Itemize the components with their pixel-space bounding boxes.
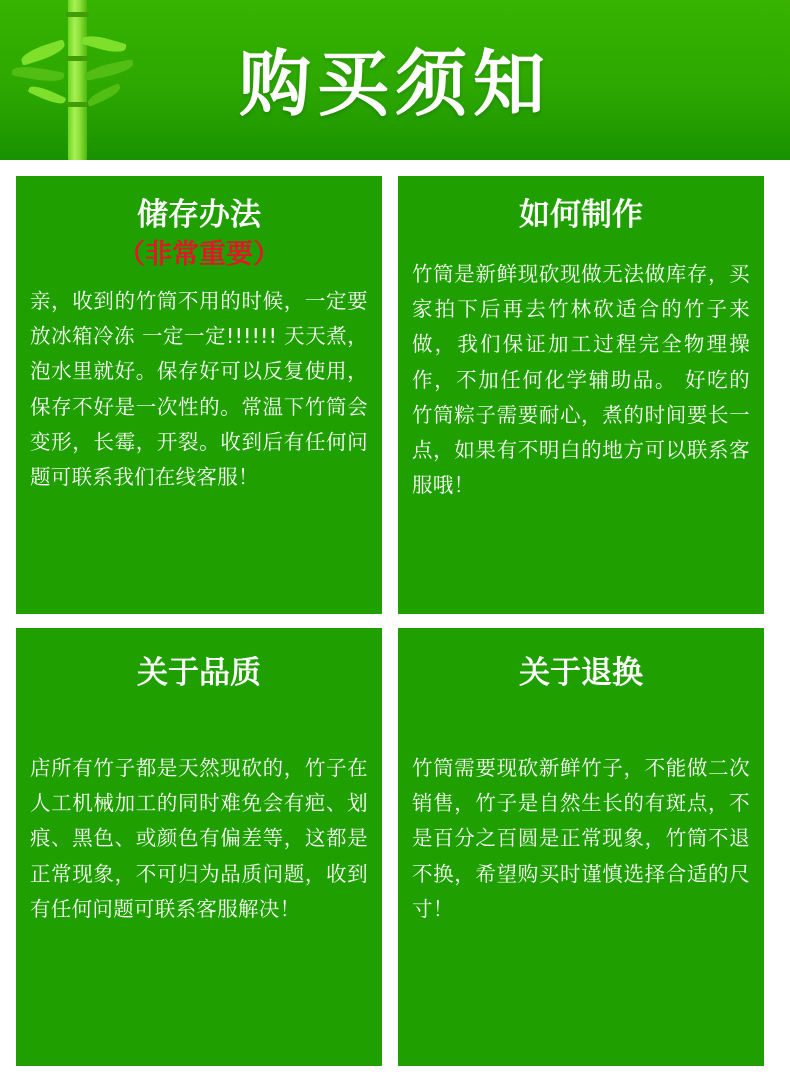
card-body-storage: 亲，收到的竹筒不用的时候，一定要放冰箱冷冻 一定一定!!!!!! 天天煮，泡水里就好。保存好可以反复使用，保存不好是一次性的。常温下竹筒会变形，长霉，开裂。收到后有任何问题可联系我们在线客服！ bbox=[30, 288, 368, 490]
notice-card-quality bbox=[16, 628, 382, 1066]
card-body-return: 竹筒需要现砍新鲜竹子，不能做二次销售，竹子是自然生长的有斑点，不是百分之百圆是正常现象，竹筒不退不换，希望购买时谨慎选择合适的尺寸！ bbox=[412, 755, 750, 921]
notice-card-grid bbox=[0, 160, 790, 1082]
notice-card-return bbox=[398, 628, 764, 1066]
card-title-make: 如何制作 bbox=[519, 197, 643, 233]
card-title-return: 关于退换 bbox=[519, 655, 643, 691]
card-title-storage: 储存办法 bbox=[137, 197, 261, 233]
card-body-make: 竹筒是新鲜现砍现做无法做库存，买家拍下后再去竹林砍适合的竹子来做，我们保证加工过程完全物理操作，不加任何化学辅助品。 好吃的竹筒粽子需要耐心，煮的时间要长一点，如果有不明白的地方可以联系客服哦！ bbox=[412, 261, 750, 498]
card-subtitle-storage: （非常重要） bbox=[118, 238, 280, 270]
notice-card-storage bbox=[16, 176, 382, 614]
page-title: 购买须知 bbox=[238, 42, 551, 126]
card-title-quality: 关于品质 bbox=[137, 655, 261, 691]
card-body-quality: 店所有竹子都是天然现砍的，竹子在人工机械加工的同时难免会有疤、划痕、黑色、或颜色有偏差等，这都是正常现象，不可归为品质问题，收到有任何问题可联系客服解决！ bbox=[30, 755, 368, 921]
page-header bbox=[0, 0, 790, 160]
notice-card-make bbox=[398, 176, 764, 614]
